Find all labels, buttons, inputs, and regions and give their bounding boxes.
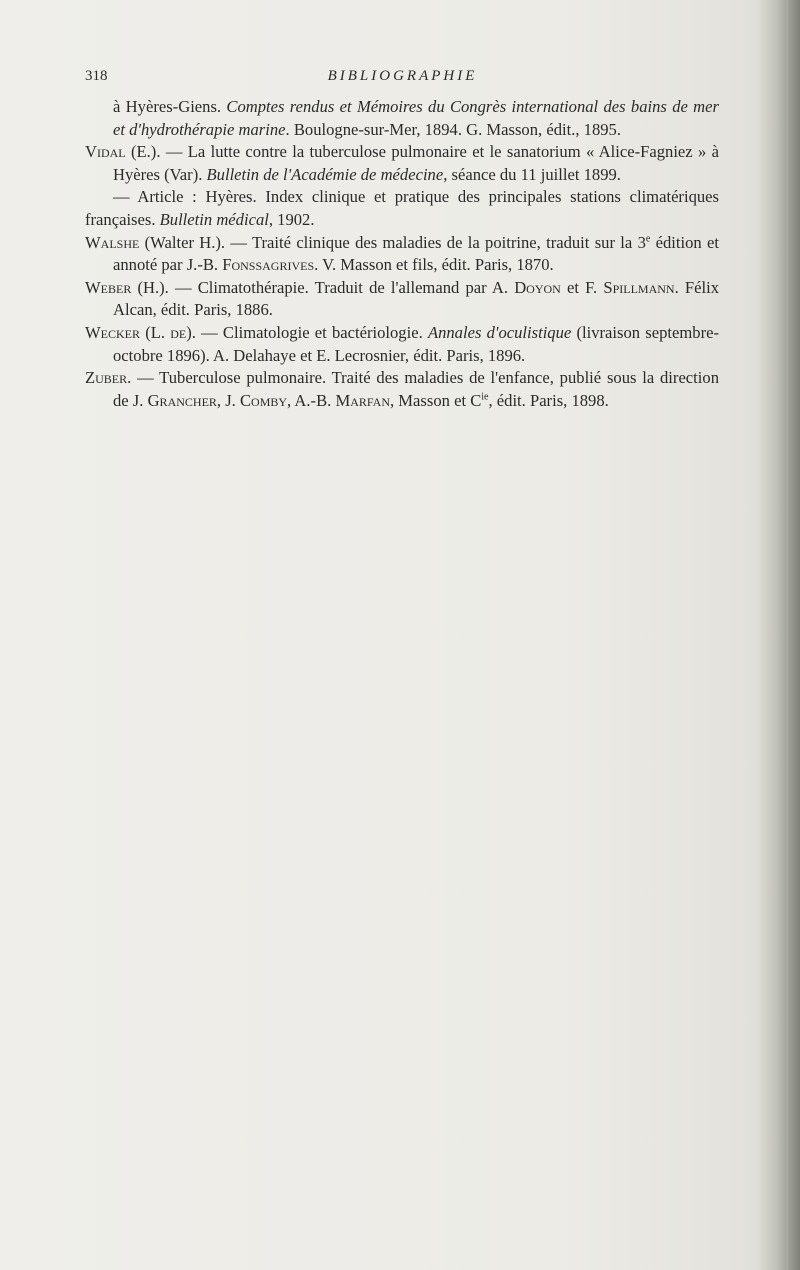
author-name: Walshe [85, 232, 140, 252]
publication-title: Comptes rendus et Mémoires du Congrès international des bains de mer et d'hydrothérapie marine [113, 97, 719, 139]
bibliography-entry-walshe: Walshe (Walter H.). — Traité clinique des maladies de la poitrine, traduit sur la 3e édition et annoté par J.-B. Fonssagrives. V. Masson et fils, édit. Paris, 1870. [85, 232, 719, 275]
bibliography-body [85, 96, 719, 412]
contributor-name: Spillmann [603, 277, 675, 297]
bibliography-entry-hyeres-giens: à Hyères-Giens. Comptes rendus et Mémoires du Congrès international des bains de mer et d'hydrothérapie marine. Boulogne-sur-Mer, 1894. G. Masson, édit., 1895. [113, 97, 719, 139]
author-name: Zuber [85, 368, 128, 388]
author-name: Vidal [85, 142, 126, 162]
bibliography-entry-zuber: Zuber. — Tuberculose pulmonaire. Traité des maladies de l'enfance, publié sous la direction de J. Grancher, J. Comby, A.-B. Marfan, Masson et $C^{ie}$, édit. Paris, 1898. [85, 368, 719, 410]
contributor-name: Doyon [514, 277, 561, 297]
running-title: BIBLIOGRAPHIE [327, 68, 478, 84]
publication-title: Bulletin de l'Académie de médecine [206, 164, 444, 184]
publication-title: Annales d'oculistique [427, 322, 572, 342]
author-name: Wecker [85, 322, 140, 342]
contributor-name: Marfan [335, 390, 390, 410]
contributor-name: Fonssagrives [222, 255, 315, 275]
contributor-name: Comby [239, 390, 288, 410]
page-header [85, 68, 720, 92]
bibliography-entry-vidal-article: — Article : Hyères. Index clinique et pratique des principales stations climatériques françaises. Bulletin médical, 1902. [85, 187, 719, 229]
bibliography-entry-weber: Weber (H.). — Climatothérapie. Traduit de l'allemand par A. Doyon et F. Spillmann. Félix Alcan, édit. Paris, 1886. [85, 277, 719, 320]
bibliography-entry-wecker: Wecker (L. de). — Climatologie et bactériologie. Annales d'oculistique (livraison septembre-octobre 1896). A. Delahaye et E. Lecrosnier, édit. Paris, 1896. [85, 322, 720, 365]
bibliography-entry-vidal: Vidal (E.). — La lutte contre la tuberculose pulmonaire et le sanatorium « Alice-Fagniez » à Hyères (Var). Bulletin de l'Académie de médecine, séance du 11 juillet 1899. [85, 142, 719, 184]
publication-title: Bulletin médical [159, 209, 269, 229]
page-edge-line [786, 0, 788, 1270]
author-name: Weber [85, 277, 132, 297]
contributor-name: Grancher [147, 390, 217, 410]
page-edge-shadow [758, 0, 800, 1270]
page-number: 318 [85, 68, 108, 84]
